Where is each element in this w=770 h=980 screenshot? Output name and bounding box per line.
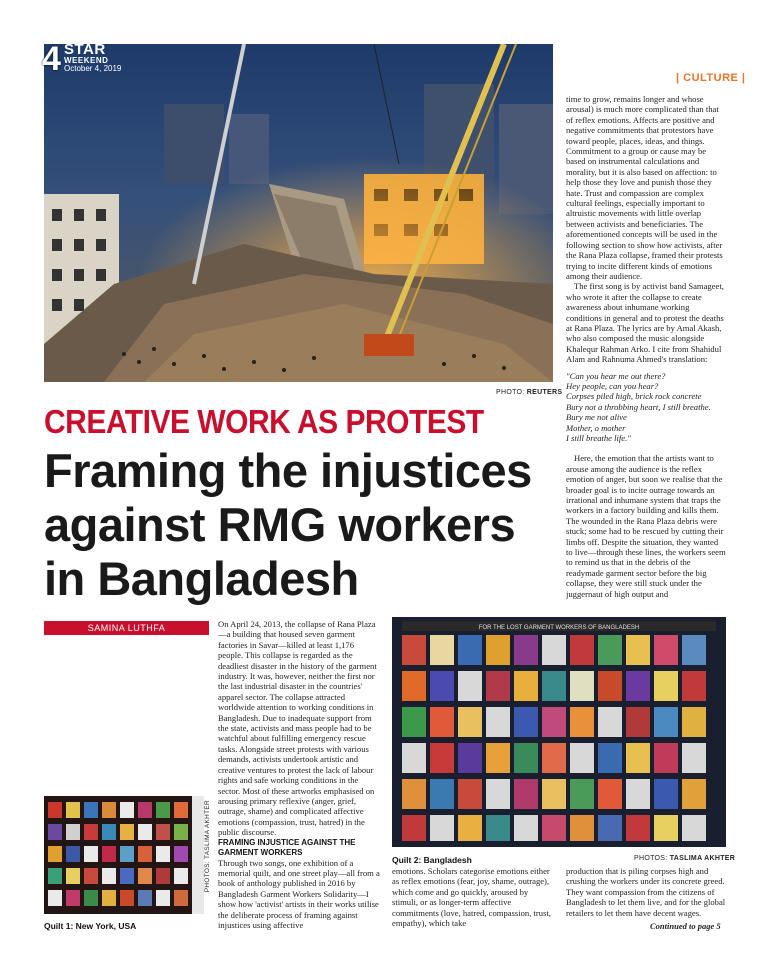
- paragraph: On April 24, 2013, the collapse of Rana Plaza—a building that housed seven garment factories in Savar—killed at least 1,176 people. This collapse is regarded as the deadliest disaster in the history of the garment industry. It was, however, neither the first nor the last industrial disaster in the countries' apparel sector. The collapse attracted worldwide attention to working conditions in Bangladesh. Due to inadequate support from the state, activists and mass people had to be watchful about fulfilling emergency rescue tasks. Alongside street protests with various demands, activists undertook artistic and creative ventures to protest the lack of labour rights and safe working conditions in the sector. Most of these artworks emphasised on arousing primary reflexive (anger, grief, outrage, shame) and complicated affective emotions (compassion, trust, hatred) in the public discourse.: [218, 619, 377, 838]
- quilt-1-photo-credit: PHOTOS: TASLIMA AKHTER: [204, 800, 211, 893]
- song-lyrics: [566, 371, 726, 444]
- main-photo-credit: [496, 389, 562, 396]
- article-headline: Framing the injustices against RMG workers in Bangladesh: [44, 444, 532, 605]
- article-column-bottom-center: [392, 866, 552, 936]
- paragraph: production that is piling corpses high and crushing the workers under its concrete greed. They want compassion from the citizens of Bangladesh to let them live, and for the global retailers to let them have decent wages.: [566, 866, 726, 918]
- issue-date: October 4, 2019: [64, 64, 122, 73]
- star-weekend-logo: [64, 42, 108, 65]
- section-subhead: FRAMING INJUSTICE AGAINST THE GARMENT WORKERS: [218, 837, 356, 857]
- photo-credit-label: PHOTO:: [496, 389, 525, 396]
- paragraph: The first song is by activist band Samageet, who wrote it after the collapse to create awareness about inhumane working conditions in general and to protest the deaths at Rana Plaza. The lyrics are by Amal Akash, who also composed the music alongside Khalequr Rahman Arko. I cite from Shahidul Alam and Rahnuma Ahmed's translation:: [566, 281, 724, 365]
- paragraph: Here, the emotion that the artists want to arouse among the audience is the reflex emotion of anger, but soon we realise that the broader goal is to incite outrage towards an irrational and inhumane system that traps the workers in a factory building and kills them. The wounded in the Rana Plaza debris were stuck; some had to be rescued by cutting their limbs off. Despite the situation, they wanted to live—through these lines, the workers seem to remind us that in the debris of the readymade garment sector before the big collapse, they were still stuck under the juggernaut of high output and: [566, 453, 726, 599]
- main-photo-rana-plaza-rescue: [42, 40, 553, 382]
- paragraph: time to grow, remains longer and whose arousal) is much more complicated than that of reflex emotions. Affects are positive and negative commitments that protestors have toward people, places, ideas, and things. Commitment to a group or cause may be based on instrumental calculations and morality, but it is also based on affection: to help those they love and punish those they hate. Trust and compassion are complex cultural feelings, especially important to altruistic movements with little overlap between activists and beneficiaries. The aforementioned concepts will be used in the following section to show how activists, after the Rana Plaza collapse, framed their protests trying to incite different kinds of emotions among their audience.: [566, 94, 723, 281]
- quilt-2-photo-credit: [634, 855, 735, 862]
- section-tag: | CULTURE |: [676, 72, 746, 84]
- photo-credit-source: REUTERS: [526, 389, 563, 396]
- brand-sub: WEEKEND: [64, 56, 109, 65]
- article-column-middle: [218, 619, 380, 937]
- rescue-scene-illustration: [42, 40, 553, 382]
- quilt-2-caption: Quilt 2: Bangladesh: [392, 855, 472, 865]
- lyric-line: Mother, o mother: [566, 422, 626, 433]
- author-byline: SAMINA LUTHFA: [44, 621, 209, 635]
- quilt-2-credit-label: PHOTOS:: [634, 855, 668, 862]
- article-column-right: [566, 94, 726, 612]
- article-column-bottom-right: [566, 866, 726, 928]
- continued-to-page[interactable]: Continued to page 5: [650, 921, 721, 931]
- lyric-line: "Can you hear me out there?: [566, 370, 666, 381]
- lyric-line: Bury not a throbbing heart, I still breathe.: [566, 401, 711, 412]
- lyric-line: I still breathe life.": [566, 433, 631, 443]
- quilt-1-photo: [44, 796, 204, 914]
- brand-name: STAR: [64, 41, 106, 58]
- lyric-line: Bury me not alive: [566, 412, 627, 423]
- quilt-2-credit-name: TASLIMA AKHTER: [669, 855, 736, 862]
- lyric-line: Corpses piled high, brick rock concrete: [566, 391, 702, 402]
- quilt-2-illustration: [392, 617, 726, 847]
- paragraph: Through two songs, one exhibition of a memorial quilt, and one street play—all from a book of anthology published in 2016 by Bangladesh Garment Workers Solidarity—I show how 'activist' artists in their works utilise the deliberate process of framing against injustices using affective: [218, 857, 380, 930]
- paragraph: emotions. Scholars categorise emotions either as reflex emotions (fear, joy, shame, outrage), which come and go quickly, aroused by stimuli, or as longer-term affective commitments (love, hatred, compassion, trust, empathy), which take: [392, 866, 551, 929]
- quilt-1-illustration: [44, 796, 204, 914]
- quilt-1-caption: Quilt 1: New York, USA: [44, 921, 137, 931]
- quilt-2-photo: [392, 617, 726, 847]
- lyric-line: Hey people, can you hear?: [566, 380, 659, 391]
- quilt-banner-text: FOR THE LOST GARMENT WORKERS OF BANGLADESH: [478, 625, 640, 631]
- page-number: 4: [42, 40, 61, 78]
- article-kicker: CREATIVE WORK AS PROTEST: [44, 404, 484, 441]
